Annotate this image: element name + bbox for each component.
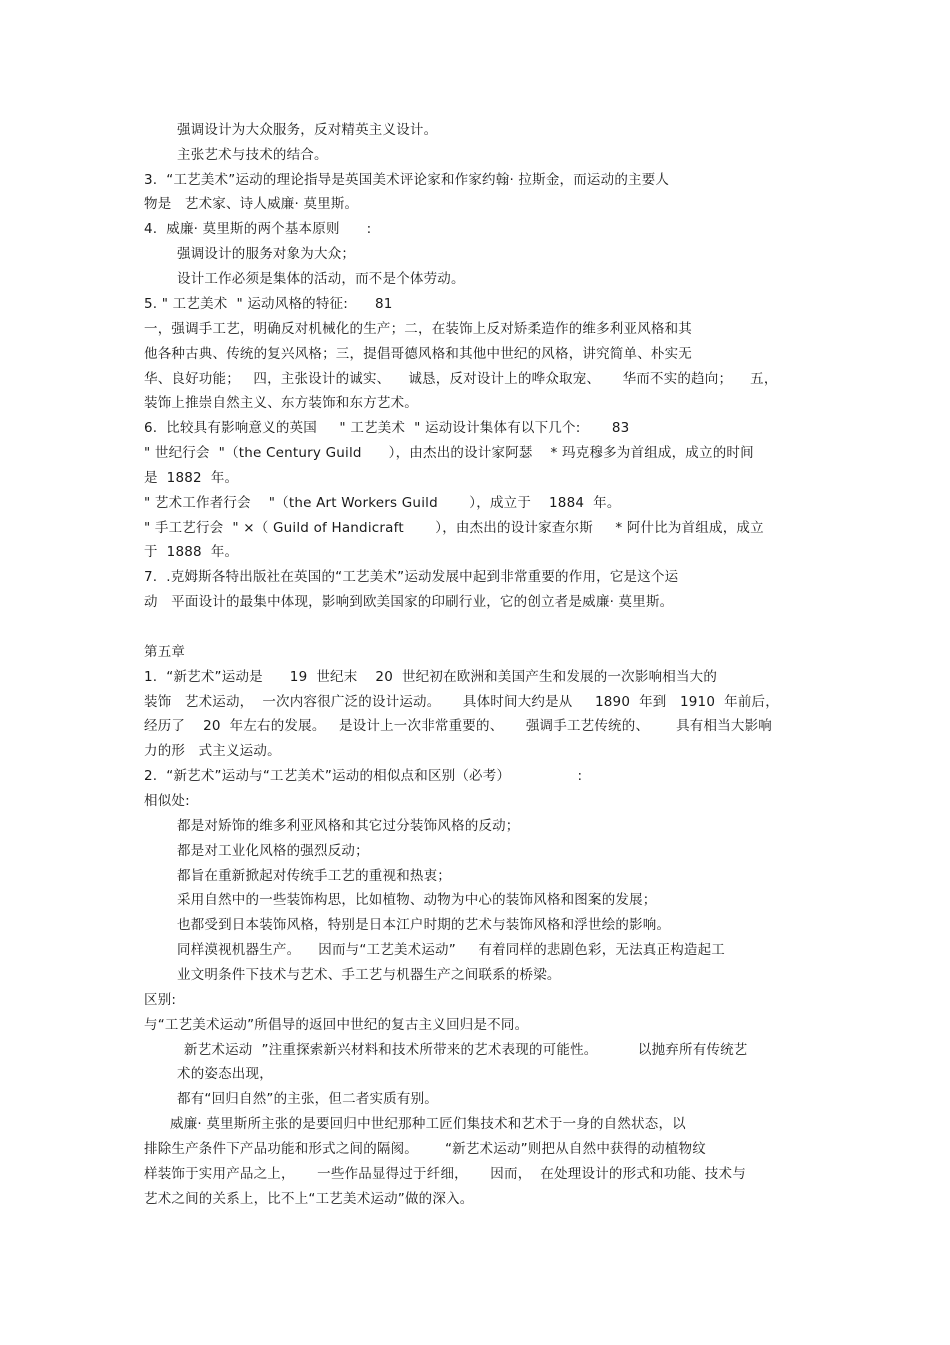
text-line: 2. “新艺术”运动与“工艺美术”运动的相似点和区别（必考） : [144, 768, 583, 784]
text-line: 动 平面设计的最集中体现，影响到欧美国家的印刷行业，它的创立者是威廉· 莫里斯。 [144, 594, 674, 610]
text-line: 都有“回归自然”的主张，但二者实质有别。 [177, 1091, 438, 1107]
text-line: 业文明条件下技术与艺术、手工艺与机器生产之间联系的桥梁。 [177, 967, 561, 983]
text-line: 于 1888 年。 [144, 544, 239, 560]
text-line: 力的形 式主义运动。 [144, 743, 281, 759]
text-line: 强调设计为大众服务，反对精英主义设计。 [177, 122, 438, 138]
text-line: 设计工作必须是集体的活动，而不是个体劳动。 [177, 271, 465, 287]
text-line: 他各种古典、传统的复兴风格；三，提倡哥德风格和其他中世纪的风格，讲究简单、朴实无 [144, 346, 692, 362]
text-line: 1. “新艺术”运动是 19 世纪末 20 世纪初在欧洲和美国产生和发展的一次影响相当大的 [144, 669, 718, 685]
text-line: " 世纪行会 "（the Century Guild ），由杰出的设计家阿瑟 * 玛克穆多为首组成，成立的时间 [144, 445, 754, 461]
text-line: 相似处: [144, 793, 190, 809]
text-line: 主张艺术与技术的结合。 [177, 147, 328, 163]
text-line: 排除生产条件下产品功能和形式之间的隔阂。 “新艺术运动”则把从自然中获得的动植物纹 [144, 1141, 706, 1157]
text-line: 术的姿态出现， [177, 1066, 273, 1082]
text-line: 5. " 工艺美术 " 运动风格的特征: 81 [144, 296, 393, 312]
text-line: " 手工艺行会 " ×（ Guild of Handicraft ），由杰出的设计家查尔斯 * 阿什比为首组成，成立 [144, 520, 764, 536]
text-line: 采用自然中的一些装饰构思，比如植物、动物为中心的装饰风格和图案的发展； [177, 892, 657, 908]
text-line: 新艺术运动 ”注重探索新兴材料和技术所带来的艺术表现的可能性。 以抛弃所有传统艺 [184, 1042, 748, 1058]
text-line: 华、良好功能； 四，主张设计的诚实、 诚恳，反对设计上的哗众取宠、 华而不实的趋向； 五， [144, 371, 778, 387]
text-line: 6. 比较具有影响意义的英国 " 工艺美术 " 运动设计集体有以下几个: 83 [144, 420, 630, 436]
text-line: 经历了 20 年左右的发展。 是设计上一次非常重要的、 强调手工艺传统的、 具有相当大影响 [144, 718, 773, 734]
text-line: 与“工艺美术运动”所倡导的返回中世纪的复古主义回归是不同。 [144, 1017, 529, 1033]
text-line: 强调设计的服务对象为大众； [177, 246, 356, 262]
text-line: 装饰 艺术运动， 一次内容很广泛的设计运动。 具体时间大约是从 1890 年到 1910 年前后， [144, 694, 779, 710]
text-line: 都旨在重新掀起对传统手工艺的重视和热衷； [177, 868, 451, 884]
text-line: 同样漠视机器生产。 因而与“工艺美术运动” 有着同样的悲剧色彩，无法真正构造起工 [177, 942, 726, 958]
text-line: 艺术之间的关系上，比不上“工艺美术运动”做的深入。 [144, 1191, 474, 1207]
text-line: 也都受到日本装饰风格，特别是日本江户时期的艺术与装饰风格和浮世绘的影响。 [177, 917, 671, 933]
text-line: 装饰上推崇自然主义、东方装饰和东方艺术。 [144, 395, 418, 411]
text-line: 一，强调手工艺，明确反对机械化的生产；二，在装饰上反对矫柔造作的维多利亚风格和其 [144, 321, 692, 337]
text-line: 样装饰于实用产品之上， 一些作品显得过于纤细， 因而， 在处理设计的形式和功能、技术与 [144, 1166, 746, 1182]
text-line: 物是 艺术家、诗人威廉· 莫里斯。 [144, 196, 359, 212]
text-line: 威廉· 莫里斯所主张的是要回归中世纪那种工匠们集技术和艺术于一身的自然状态，以 [170, 1116, 686, 1132]
text-line: " 艺术工作者行会 "（the Art Workers Guild ），成立于 1884 年。 [144, 495, 621, 511]
text-line: 都是对矫饰的维多利亚风格和其它过分装饰风格的反动； [177, 818, 520, 834]
text-line: 3. “工艺美术”运动的理论指导是英国美术评论家和作家约翰· 拉斯金，而运动的主要人 [144, 172, 670, 188]
text-line: 4. 威廉· 莫里斯的两个基本原则 : [144, 221, 372, 237]
chapter-heading: 第五章 [144, 644, 186, 660]
text-line: 是 1882 年。 [144, 470, 239, 486]
text-line: 区别: [144, 992, 177, 1008]
text-line: 7. .克姆斯各特出版社在英国的“工艺美术”运动发展中起到非常重要的作用，它是这个运 [144, 569, 679, 585]
text-line: 都是对工业化风格的强烈反动； [177, 843, 369, 859]
